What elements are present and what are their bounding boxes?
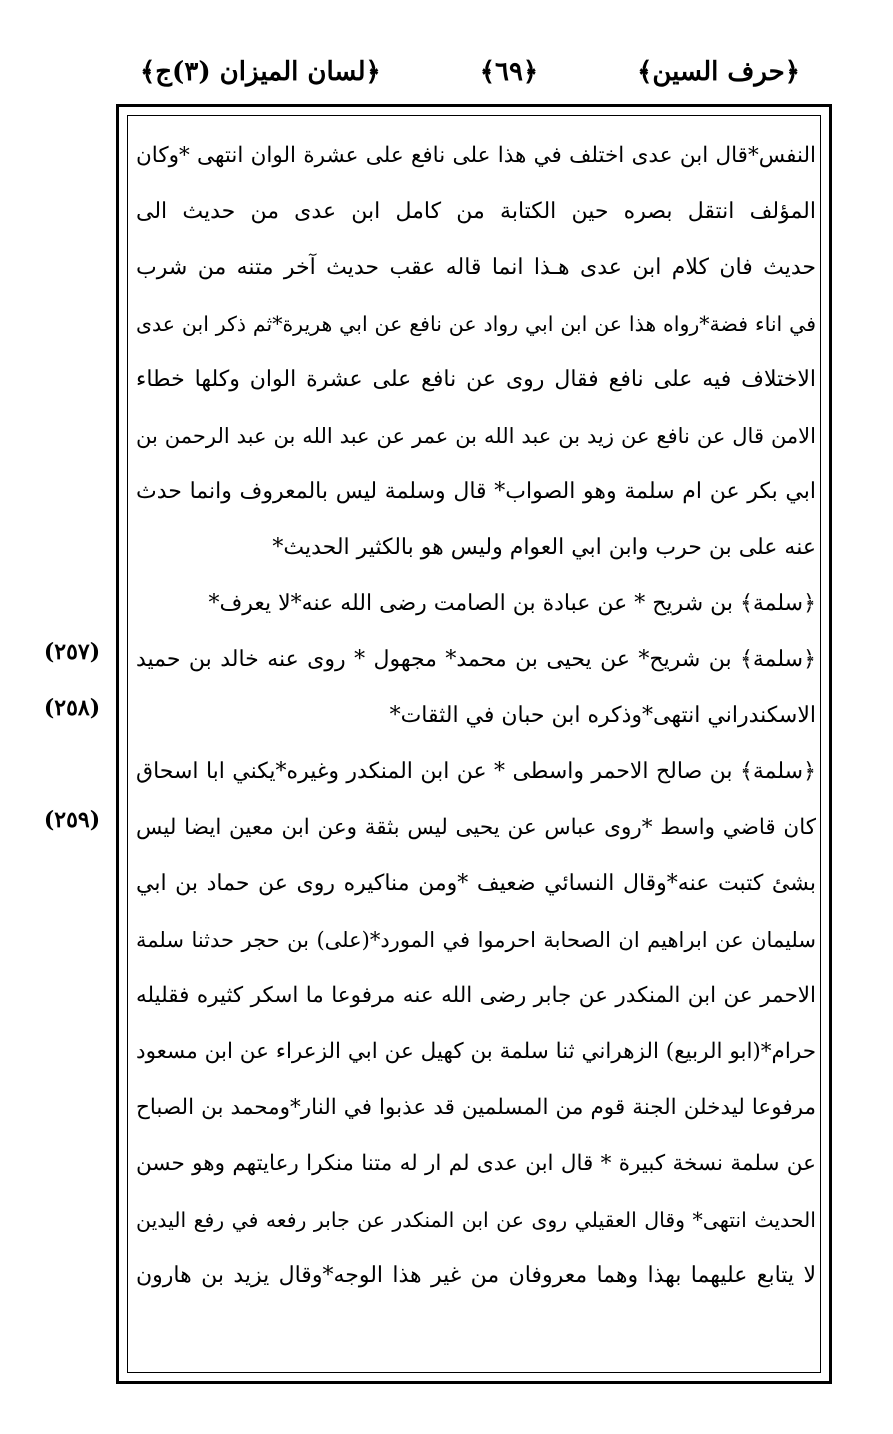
book-title: ﴿لسان الميزان (٣)ج﴾ (140, 57, 381, 87)
text-line: الاختلاف فيه على نافع فقال روى عن نافع على عشرة الوان وكلها خطاء (136, 367, 816, 392)
page-number: ﴿٦٩﴾ (479, 57, 539, 87)
text-line: حديث فان كلام ابن عدى هـذا انما قاله عقب حديث آخر متنه من شرب (136, 255, 816, 280)
text-line: لا يتابع عليهما بهذا وهما معروفان من غير هذا الوجه*وقال يزيد بن هارون (136, 1263, 816, 1288)
text-line: النفس*قال ابن عدى اختلف في هذا على نافع على عشرة الوان انتهى *وكان (136, 143, 816, 168)
text-line: الحديث انتهى* وقال العقيلي روى عن ابن المنكدر عن جابر رفعه في رفع اليدين (136, 1208, 816, 1232)
entry-number: (٢٥٧) (43, 639, 101, 665)
entry-line: ﴿سلمة﴾ بن صالح الاحمر واسطى * عن ابن المنكدر وغيره*يكني ابا اسحاق (136, 759, 816, 784)
text-line: الاحمر عن ابن المنكدر عن جابر رضى الله عنه مرفوعا ما اسكر كثيره فقليله (136, 983, 816, 1008)
page-header (140, 50, 800, 94)
entry-line: ﴿سلمة﴾ بن شريح* عن يحيى بن محمد* مجهول * روى عنه خالد بن حميد (136, 647, 816, 672)
text-line: مرفوعا ليدخلن الجنة قوم من المسلمين قد عذبوا في النار*ومحمد بن الصباح (136, 1095, 816, 1120)
text-line: عنه على بن حرب وابن ابي العوام وليس هو بالكثير الحديث* (272, 535, 816, 560)
text-line: الامن قال عن نافع عن زيد بن عبد الله بن عمر عن عبد الله بن عبد الرحمن بن (136, 424, 816, 448)
text-line: سليمان عن ابراهيم ان الصحابة احرموا في المورد*(على) بن حجر حدثنا سلمة (136, 928, 816, 952)
section-title: ﴿حرف السين﴾ (637, 57, 800, 87)
text-line: الاسكندراني انتهى*وذكره ابن حبان في الثقات* (389, 703, 816, 728)
body-text (130, 128, 822, 1364)
text-line: حرام*(ابو الربيع) الزهراني ثنا سلمة بن كهيل عن ابي الزعراء عن ابن مسعود (136, 1039, 816, 1064)
text-line: في اناء فضة*رواه هذا عن ابن ابي رواد عن نافع عن ابي هريرة*ثم ذكر ابن عدى (136, 312, 816, 336)
entry-line: ﴿سلمة﴾ بن شريح * عن عبادة بن الصامت رضى الله عنه*لا يعرف* (208, 591, 816, 616)
text-line: ابي بكر عن ام سلمة وهو الصواب* قال وسلمة ليس بالمعروف وانما حدث (136, 479, 816, 504)
entry-number: (٢٥٩) (43, 807, 101, 833)
entry-number: (٢٥٨) (43, 695, 101, 721)
text-line: المؤلف انتقل بصره حين الكتابة من كامل ابن عدى من حديث الى (136, 199, 816, 224)
text-line: كان قاضي واسط *روى عباس عن يحيى ليس بثقة وعن ابن معين ايضا ليس (136, 815, 816, 840)
text-line: بشئ كتبت عنه*وقال النسائي ضعيف *ومن مناكيره روى عن حماد بن ابي (136, 871, 816, 896)
text-line: عن سلمة نسخة كبيرة * قال ابن عدى لم ار له متنا منكرا رعايتهم وهو حسن (136, 1151, 816, 1176)
